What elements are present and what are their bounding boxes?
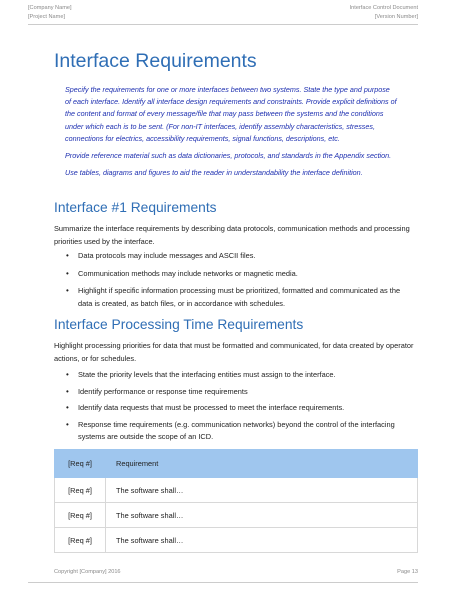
table-row <box>55 528 418 553</box>
table-cell-req-number: [Req #] <box>55 503 106 528</box>
table-cell-req-number: [Req #] <box>55 478 106 503</box>
bullet-list <box>54 250 406 310</box>
header-divider <box>28 24 418 25</box>
page-header-right <box>350 4 418 21</box>
column-header-req-number: [Req #] <box>55 450 106 478</box>
document-title: Interface Control Document <box>349 5 418 11</box>
list-item: • Data protocols may include messages and ASCII files. <box>54 250 406 263</box>
page-header-left <box>28 4 72 21</box>
version-number: [Version Number] <box>374 13 418 20</box>
footer-copyright: Copyright [Company] 2016 <box>54 569 121 575</box>
list-item: • Identify data requests that must be processed to meet the interface requirements. <box>54 402 406 415</box>
footer-page-number: Page 13 <box>397 569 418 575</box>
column-header-requirement: Requirement <box>106 450 418 478</box>
list-item: • Response time requirements (e.g. communication networks) beyond the control of the interfacing systems are outside the scope of an ICD. <box>54 419 406 444</box>
list-item: • Identify performance or response time requirements <box>54 386 406 399</box>
guidance-paragraph: Use tables, diagrams and figures to aid the reader in understandability the interface definition. <box>65 168 363 178</box>
table-row <box>55 503 418 528</box>
bullet-list <box>54 369 406 444</box>
table-cell-requirement: The software shall… <box>106 503 418 528</box>
table-cell-req-number: [Req #] <box>55 528 106 553</box>
page-title: Interface Requirements <box>54 50 257 72</box>
guidance-paragraph: Provide reference material such as data dictionaries, protocols, and standards in the Appendix section. <box>65 151 392 161</box>
section-heading-processing-time: Interface Processing Time Requirements <box>54 317 304 332</box>
list-item: • Communication methods may include networks or magnetic media. <box>54 268 406 281</box>
table-header-row <box>55 450 418 478</box>
section-intro: Highlight processing priorities for data that must be formatted and communicated, for data created by operator actions, or for schedules. <box>54 341 414 363</box>
company-name: [Company Name] <box>28 5 72 11</box>
guidance-text <box>65 84 397 184</box>
section-intro: Summarize the interface requirements by describing data protocols, communication methods and processing priorities used by the interface. <box>54 224 410 246</box>
section-heading-interface-1: Interface #1 Requirements <box>54 200 217 215</box>
project-name: [Project Name] <box>28 13 65 20</box>
guidance-paragraph: Specify the requirements for one or more interfaces between two systems. State the type and purpose of each interface. Identify all interface design requirements and constraints. Provide explicit definitions of the content and format of every message/file that may pass between the systems and the conditions under which each is to be sent. (For non-IT interfaces, identify assembly characteristics, stresses, connections for electrics, accessibility requirements, signal functions, descriptions, etc. <box>65 85 397 143</box>
list-item: • Highlight if specific information processing must be prioritized, formatted and communicated as the data is created, as batch files, or in accordance with schedules. <box>54 285 406 310</box>
footer-divider <box>28 582 418 583</box>
table-cell-requirement: The software shall… <box>106 528 418 553</box>
list-item: • State the priority levels that the interfacing entities must assign to the interface. <box>54 369 406 382</box>
table-row <box>55 478 418 503</box>
requirements-table <box>54 449 418 553</box>
table-cell-requirement: The software shall… <box>106 478 418 503</box>
